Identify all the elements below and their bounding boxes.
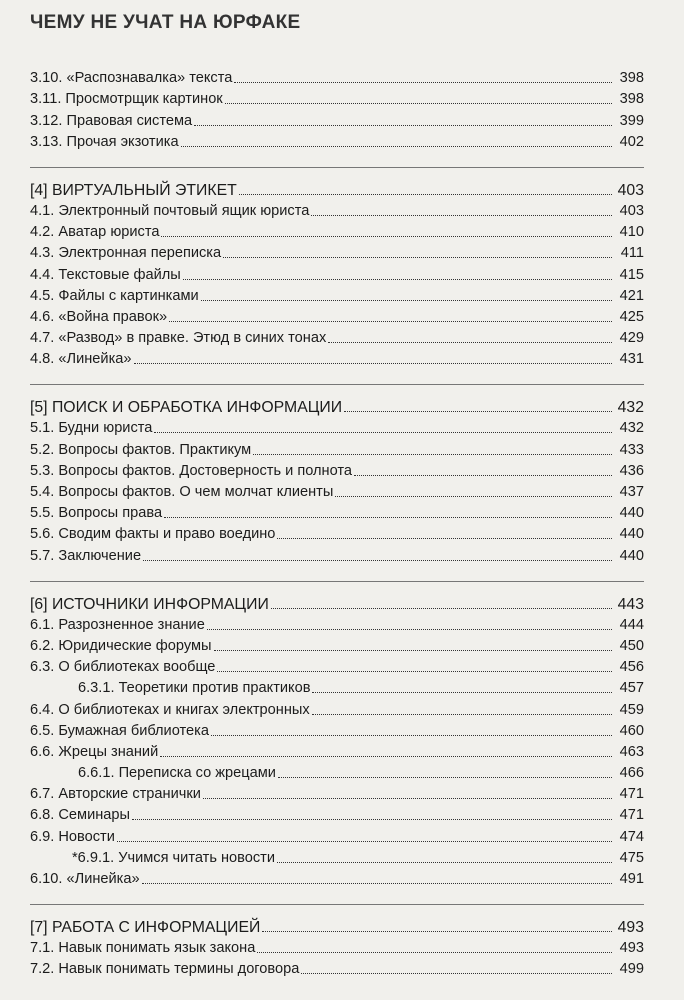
leader-dots (183, 278, 612, 280)
toc-entry-title: 4.7. «Развод» в правке. Этюд в синих тонах (30, 330, 327, 347)
leader-dots (328, 341, 612, 343)
leader-dots (271, 607, 612, 609)
toc-page-number: 499 (619, 961, 644, 978)
toc-entry (30, 697, 644, 718)
toc-entry-title: 6.6. Жрецы знаний (30, 743, 159, 760)
leader-dots (257, 951, 612, 953)
toc-entry-title: 6.3.1. Теоретики против практиков (78, 680, 311, 697)
leader-dots (160, 755, 612, 757)
toc-entry-title: 4.5. Файлы с картинками (30, 287, 199, 304)
toc-page-number: 459 (619, 701, 644, 718)
toc-chapter-entry (30, 591, 644, 613)
toc-entry-title: 7.1. Навык понимать язык закона (30, 940, 256, 957)
toc-page-number: 440 (619, 526, 644, 543)
toc-entry (30, 199, 644, 220)
toc-section (30, 394, 644, 564)
toc-page-number: 437 (619, 484, 644, 500)
toc-entry (30, 740, 644, 761)
leader-dots (143, 559, 612, 561)
toc-page-number: 456 (619, 659, 644, 676)
toc-entry-title: 6.3. О библиотеках вообще (30, 659, 216, 676)
toc-entry-title: 3.10. «Распознавалка» текста (30, 70, 233, 87)
toc-entry (30, 416, 644, 437)
toc-page-number: 493 (619, 940, 644, 957)
toc-entry (30, 284, 644, 305)
toc-page-number: 432 (619, 420, 644, 437)
toc-page-number: 471 (619, 786, 644, 803)
section-divider (30, 167, 644, 168)
toc-entry-title: 4.4. Текстовые файлы (30, 266, 181, 283)
leader-dots (142, 882, 612, 884)
leader-dots (278, 776, 612, 778)
toc-entry-title: 3.11. Просмотрщик картинок (30, 91, 223, 108)
toc-entry (30, 655, 644, 676)
toc-page-number: 444 (619, 616, 644, 633)
toc-entry-title: [6] ИСТОЧНИКИ ИНФОРМАЦИИ (30, 595, 269, 613)
toc-entry (30, 130, 644, 151)
toc-page-number: 463 (619, 743, 644, 760)
leader-dots (214, 649, 612, 651)
leader-dots (277, 861, 612, 863)
toc-page-number: 440 (619, 547, 644, 564)
toc-entry (30, 936, 644, 957)
toc-entry-title: 5.5. Вопросы права (30, 505, 163, 522)
toc-entry (30, 522, 644, 543)
toc-entry (30, 634, 644, 655)
toc-page-number: 466 (619, 765, 644, 782)
toc-page-number: 403 (619, 202, 644, 219)
toc-entry-title: 5.4. Вопросы фактов. О чем молчат клиенты (30, 484, 334, 500)
page-header-title: ЧЕМУ НЕ УЧАТ НА ЮРФАКЕ (30, 12, 301, 33)
leader-dots (234, 81, 612, 83)
leader-dots (211, 734, 612, 736)
section-divider (30, 581, 644, 582)
toc-page-number: 399 (619, 112, 644, 129)
toc-entry (30, 957, 644, 978)
toc-entry-title: 5.2. Вопросы фактов. Практикум (30, 441, 252, 458)
leader-dots (203, 797, 612, 799)
toc-entry-title: 4.8. «Линейка» (30, 351, 132, 368)
toc-entry (30, 501, 644, 522)
toc-entry-title: 6.8. Семинары (30, 807, 131, 824)
leader-dots (169, 320, 612, 322)
toc-entry-title: 6.9. Новости (30, 828, 115, 845)
toc-entry-title: 5.7. Заключение (30, 547, 142, 564)
leader-dots (117, 840, 612, 842)
toc-entry (30, 437, 644, 458)
leader-dots (181, 145, 612, 147)
toc-page-number: 431 (619, 351, 644, 368)
toc-entry (30, 262, 644, 283)
toc-entry-title: 6.2. Юридические форумы (30, 637, 212, 654)
toc-page-number: 443 (617, 595, 644, 613)
toc-entry-title: 6.1. Разрозненное знание (30, 616, 205, 633)
toc-entry (30, 347, 644, 368)
toc-entry-title: 6.7. Авторские странички (30, 786, 201, 803)
toc-entry (30, 543, 644, 564)
toc-entry-title: 4.3. Электронная переписка (30, 245, 222, 262)
leader-dots (134, 362, 612, 364)
leader-dots (154, 431, 612, 433)
toc-page-number: 475 (619, 849, 644, 866)
toc-page-number: 421 (619, 287, 644, 304)
toc-entry (30, 241, 644, 262)
toc-entry (30, 108, 644, 129)
toc-chapter-entry (30, 394, 644, 416)
toc-entry (30, 846, 644, 867)
toc-page-number: 398 (619, 70, 644, 87)
toc-section (30, 914, 644, 978)
toc-page-number: 398 (619, 91, 644, 108)
leader-dots (335, 495, 612, 497)
leader-dots (311, 214, 612, 216)
toc-page-number: 440 (619, 505, 644, 522)
toc-page-number: 432 (617, 399, 644, 417)
leader-dots (223, 256, 612, 258)
toc-section (30, 591, 644, 888)
toc-page-number: 491 (619, 871, 644, 887)
toc-page-number: 493 (617, 919, 644, 936)
toc-page-number: 460 (619, 722, 644, 739)
toc-entry (30, 761, 644, 782)
table-of-contents (30, 66, 644, 994)
leader-dots (262, 930, 612, 932)
toc-page-number: 474 (619, 828, 644, 845)
leader-dots (217, 670, 612, 672)
leader-dots (312, 713, 612, 715)
toc-entry (30, 824, 644, 845)
toc-entry (30, 66, 644, 87)
leader-dots (164, 516, 612, 518)
toc-entry-title: 4.1. Электронный почтовый ящик юриста (30, 202, 310, 219)
toc-entry-title: 4.6. «Война правок» (30, 308, 168, 325)
toc-section (30, 177, 644, 369)
toc-page-number: 411 (620, 245, 644, 262)
toc-entry-title: [5] ПОИСК И ОБРАБОТКА ИНФОРМАЦИИ (30, 399, 343, 417)
leader-dots (312, 691, 612, 693)
toc-entry (30, 326, 644, 347)
toc-entry (30, 459, 644, 480)
toc-entry-title: 5.1. Будни юриста (30, 420, 153, 437)
leader-dots (344, 410, 612, 412)
toc-page-number: 436 (619, 462, 644, 479)
section-divider (30, 384, 644, 385)
toc-entry-title: 5.6. Сводим факты и право воедино (30, 526, 276, 543)
leader-dots (132, 818, 612, 820)
toc-entry (30, 305, 644, 326)
section-divider (30, 904, 644, 905)
toc-entry (30, 220, 644, 241)
leader-dots (253, 453, 612, 455)
toc-entry-title: 3.13. Прочая экзотика (30, 133, 179, 150)
toc-entry (30, 480, 644, 501)
leader-dots (301, 972, 612, 974)
leader-dots (161, 235, 612, 237)
toc-entry (30, 613, 644, 634)
leader-dots (354, 474, 612, 476)
toc-entry-title: 4.2. Аватар юриста (30, 224, 160, 241)
toc-entry (30, 803, 644, 824)
toc-entry-title: 6.6.1. Переписка со жрецами (78, 765, 276, 782)
leader-dots (194, 124, 612, 126)
toc-entry (30, 719, 644, 740)
leader-dots (239, 193, 612, 195)
toc-page-number: 403 (617, 181, 644, 199)
toc-page-number: 415 (619, 266, 644, 283)
toc-page-number: 433 (619, 441, 644, 458)
toc-page-number: 457 (619, 680, 644, 697)
toc-entry-title: *6.9.1. Учимся читать новости (72, 849, 275, 866)
leader-dots (225, 102, 612, 104)
toc-entry-title: 6.10. «Линейка» (30, 871, 140, 887)
toc-entry-title: 7.2. Навык понимать термины договора (30, 961, 300, 978)
toc-entry-title: 5.3. Вопросы фактов. Достоверность и полнота (30, 462, 353, 479)
toc-chapter-entry (30, 177, 644, 199)
toc-entry-title: 6.5. Бумажная библиотека (30, 722, 209, 739)
toc-chapter-entry (30, 914, 644, 936)
toc-page-number: 425 (619, 308, 644, 325)
toc-entry (30, 676, 644, 697)
leader-dots (277, 537, 612, 539)
toc-entry-title: 6.4. О библиотеках и книгах электронных (30, 701, 310, 718)
toc-entry (30, 782, 644, 803)
toc-entry-title: [7] РАБОТА С ИНФОРМАЦИЕЙ (30, 919, 261, 936)
toc-entry (30, 87, 644, 108)
toc-page-number: 402 (619, 133, 644, 150)
leader-dots (207, 628, 612, 630)
toc-entry (30, 867, 644, 888)
leader-dots (201, 299, 612, 301)
toc-section (30, 66, 644, 151)
toc-page-number: 450 (619, 637, 644, 654)
toc-entry-title: 3.12. Правовая система (30, 112, 193, 129)
toc-page-number: 410 (619, 224, 644, 241)
toc-page-number: 471 (619, 807, 644, 824)
toc-page-number: 429 (619, 330, 644, 347)
toc-entry-title: [4] ВИРТУАЛЬНЫЙ ЭТИКЕТ (30, 181, 237, 199)
